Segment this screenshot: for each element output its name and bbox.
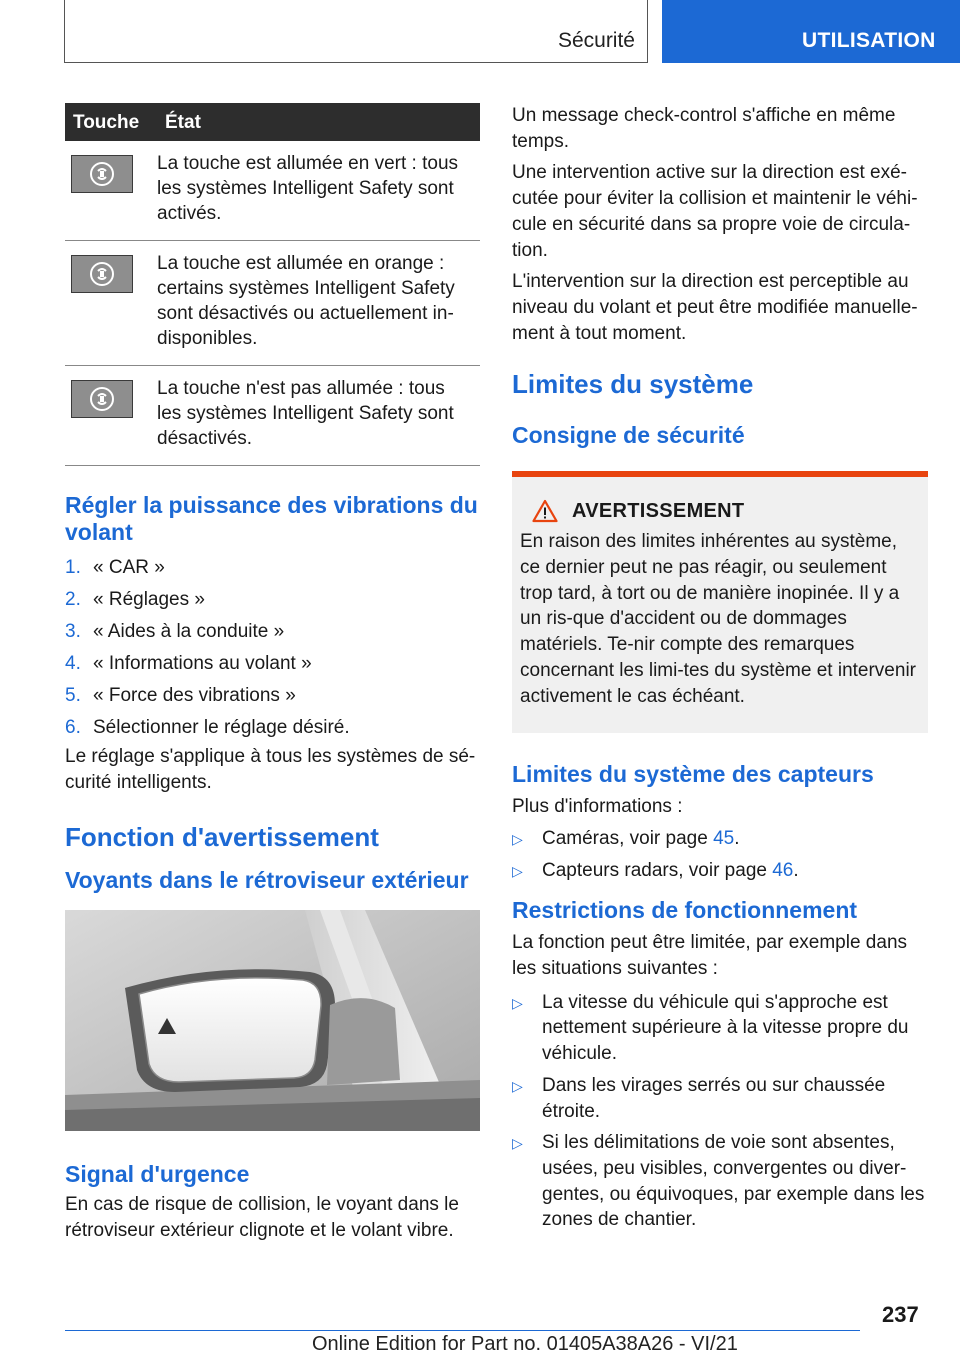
triangle-bullet-icon: ▷	[512, 862, 523, 879]
key-status-table	[65, 103, 480, 466]
list-item: 1. « CAR »	[65, 557, 165, 578]
triangle-bullet-icon: ▷	[512, 1077, 523, 1094]
more-info-label: Plus d'informations :	[512, 796, 683, 818]
list-item: 5. « Force des vibrations »	[65, 685, 296, 706]
warning-title: AVERTISSEMENT	[572, 499, 745, 522]
emergency-signal-heading: Signal d'urgence	[65, 1161, 250, 1188]
header-section-title: Sécurité	[557, 29, 635, 52]
sensor-list	[512, 826, 928, 883]
triangle-bullet-icon: ▷	[512, 830, 523, 847]
restrictions-heading: Restrictions de fonctionnement	[512, 897, 858, 924]
intelligent-safety-icon	[71, 155, 133, 193]
page-number: 237	[882, 1302, 919, 1327]
side-mirror-illustration	[65, 910, 480, 1131]
table-head-key: Touche	[65, 103, 157, 141]
mirror-indicator-heading: Voyants dans le rétroviseur extérieur	[65, 867, 469, 894]
paragraph: Une intervention active sur la direction est exé-cutée pour éviter la collision et maintenir le véhi-cule en sécurité dans sa propre voie de circula-tion.	[512, 162, 918, 261]
warning-function-heading: Fonction d'avertissement	[65, 822, 379, 853]
list-item: ▷ Caméras, voir page 45.	[512, 826, 928, 852]
footer-rule	[65, 1330, 860, 1331]
vibration-note: Le réglage s'applique à tous les systèmes de sé-curité intelligents.	[65, 746, 476, 793]
vibration-heading: Régler la puissance des vibrations du volant	[65, 492, 478, 545]
restrictions-intro: La fonction peut être limitée, par exemple dans les situations suivantes :	[512, 932, 908, 980]
list-item: 2. « Réglages »	[65, 589, 205, 610]
page-link-45[interactable]: 45	[713, 827, 735, 849]
left-column	[65, 103, 480, 1244]
table-head-state: État	[157, 103, 480, 141]
warning-text: En raison des limites inhérentes au système, ce dernier peut ne pas réagir, ou seulement trop tard, à tort ou de manière inopinée. Il y a un ris-que d'accident ou de dommages matériels. Te-nir compte des remarques concernant les limi-tes du système et intervenir activement le cas échéant.	[520, 531, 916, 707]
triangle-bullet-icon: ▷	[512, 1135, 523, 1152]
sensor-limits-heading: Limites du système des capteurs	[512, 761, 874, 788]
list-item: 4. « Informations au volant »	[65, 653, 312, 674]
paragraph: L'intervention sur la direction est perceptible au niveau du volant et peut être modifiée manuelle-ment à tout moment.	[512, 271, 918, 344]
intelligent-safety-icon	[71, 255, 133, 293]
list-item: 6. Sélectionner le réglage désiré.	[65, 717, 350, 738]
header-section-box	[64, 0, 648, 63]
table-row	[65, 141, 480, 241]
system-limits-heading: Limites du système	[512, 369, 754, 400]
table-cell-state: La touche n'est pas allumée : tous les systèmes Intelligent Safety sont désactivés.	[157, 366, 480, 466]
table-row	[65, 366, 480, 466]
vibration-steps	[65, 552, 480, 744]
safety-note-heading: Consigne de sécurité	[512, 422, 745, 449]
online-edition-label: Online Edition for Part no. 01405A38A26 - VI/21	[312, 1333, 738, 1355]
page-link-46[interactable]: 46	[772, 859, 794, 881]
warning-triangle-icon	[532, 499, 558, 523]
header-chapter-title: UTILISATION	[802, 29, 936, 52]
header-chapter-tab	[662, 0, 960, 63]
list-item: ▷ Si les délimitations de voie sont absentes, usées, peu visibles, convergentes ou diver-gentes, ou équivoques, par exemple dans les zones de chantier.	[512, 1132, 925, 1231]
triangle-bullet-icon: ▷	[512, 994, 523, 1011]
list-item: ▷ La vitesse du véhicule qui s'approche est nettement supérieure à la vitesse propre du véhicule.	[512, 991, 909, 1065]
emergency-signal-text: En cas de risque de collision, le voyant dans le rétroviseur extérieur clignote et le volant vibre.	[65, 1194, 459, 1242]
table-cell-state: La touche est allumée en orange : certains systèmes Intelligent Safety sont désactivés ou actuellement in-disponibles.	[157, 241, 480, 366]
right-column	[512, 103, 928, 1239]
list-item: 3. « Aides à la conduite »	[65, 621, 285, 642]
table-cell-state: La touche est allumée en vert : tous les systèmes Intelligent Safety sont activés.	[157, 141, 480, 241]
intelligent-safety-icon	[71, 380, 133, 418]
paragraph: Un message check-control s'affiche en même temps.	[512, 105, 896, 152]
table-row	[65, 241, 480, 366]
restrictions-list	[512, 990, 928, 1233]
list-item: ▷ Dans les virages serrés ou sur chaussée étroite.	[512, 1074, 886, 1122]
list-item: ▷ Capteurs radars, voir page 46.	[512, 858, 928, 884]
warning-box	[512, 471, 928, 733]
